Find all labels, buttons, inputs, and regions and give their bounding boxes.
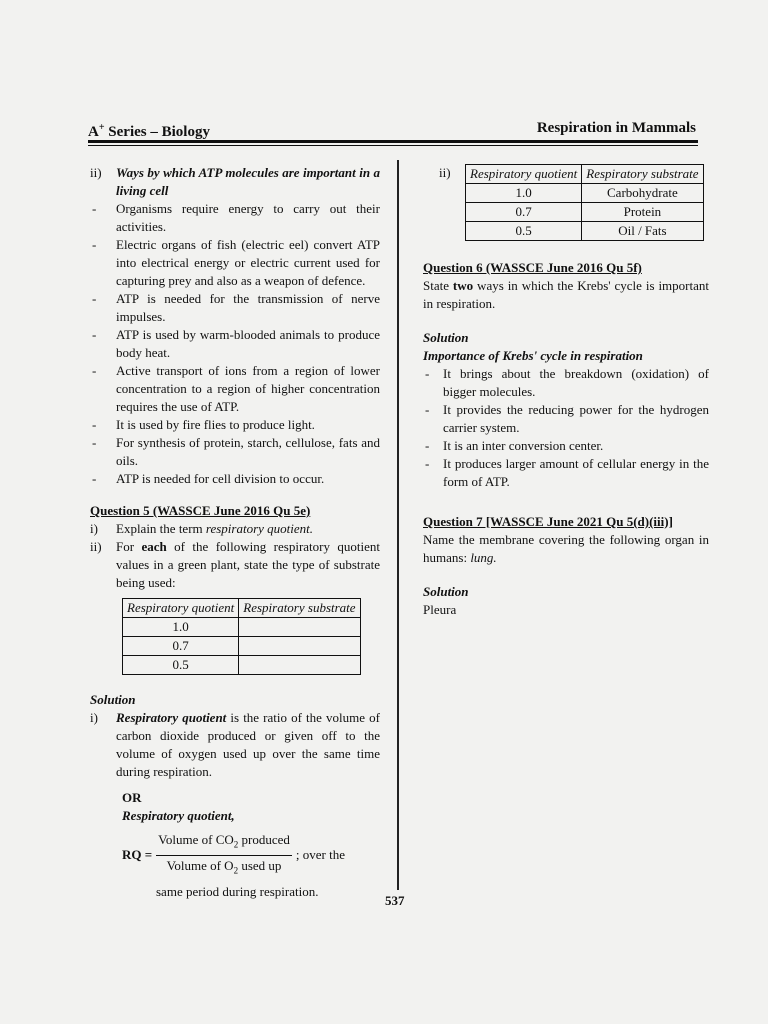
rq-period: same period during respiration. [156,884,319,900]
table-row: 0.5 Oil / Fats [466,222,704,241]
question-part-ii: ii) For each of the following respiratory quotient values in a green plant, state the type of substrate being used: [90,539,381,590]
rq-tail: ; over the [295,847,345,863]
series-name: Series – Biology [104,124,210,140]
dash-bullet: - [425,438,430,453]
list-item: - Active transport of ions from a region of lower concentration to a region of higher concentration requires the use of ATP. [92,363,380,414]
header-rule [88,140,698,143]
solution-label: Solution [423,584,469,599]
table-header: Respiratory substrate [582,165,703,184]
krebs-heading: Importance of Krebs' cycle in respiration [423,348,643,363]
series-letter: A [88,124,99,140]
dash-bullet: - [92,417,97,432]
rq-symbol: RQ = [122,847,153,863]
page-number: 537 [385,893,405,908]
table-row: 0.7 Protein [466,203,704,222]
answer-table [465,164,704,241]
question-table [122,598,361,675]
question-6-title: Question 6 (WASSCE June 2016 Qu 5f) [423,260,642,275]
dash-bullet: - [92,201,97,216]
list-item: - It is used by fire flies to produce light. [92,417,315,432]
dash-bullet: - [92,291,97,306]
dash-bullet: - [92,327,97,342]
question-part-i: i) Explain the term respiratory quotient. [90,521,314,536]
section-heading: Ways by which ATP molecules are important in a living cell [116,165,380,198]
solution-label: Solution [90,692,136,707]
table-row: 1.0 [123,618,361,637]
dash-bullet: - [425,402,430,417]
answer-text: Pleura [423,602,457,617]
list-item: - It is an inter conversion center. [425,438,604,453]
question-7-text: Name the membrane covering the following organ in humans: lung. [423,532,709,565]
list-item: - It brings about the breakdown (oxidation) of bigger molecules. [425,366,709,399]
rq-fraction [156,831,292,879]
series-plus: + [98,122,105,133]
list-item: - ATP is needed for cell division to occur. [92,471,325,486]
table-row: 0.7 [123,637,361,656]
rq-formula [122,831,380,879]
dash-bullet: - [92,237,97,252]
dash-bullet: - [425,456,430,471]
fraction-numerator: Volume of $CO_2$ produced [156,831,292,856]
table-row: 1.0 Carbohydrate [466,184,704,203]
item-label: ii) [90,165,102,180]
table-header: Respiratory quotient [123,599,239,618]
dash-bullet: - [92,363,97,378]
question-7-title: Question 7 [WASSCE June 2021 Qu 5(d)(iii)] [423,514,673,529]
solution-part-i: i) Respiratory quotient is the ratio of the volume of carbon dioxide produced or given off to the volume of oxygen used up over the same time during respiration. [90,710,380,779]
atp-importance-heading [90,164,380,200]
list-item: - It produces larger amount of cellular energy in the form of ATP. [425,456,709,489]
table-header: Respiratory substrate [239,599,360,618]
list-item: - For synthesis of protein, starch, cellulose, fats and oils. [92,435,380,468]
chapter-title: Respiration in Mammals [536,120,696,136]
list-item: - Organisms require energy to carry out their activities. [92,201,380,234]
table-row: 0.5 [123,656,361,675]
table-header: Respiratory quotient [466,165,582,184]
list-item: - ATP is needed for the transmission of nerve impulses. [92,291,380,324]
item-label: ii) [439,165,451,180]
list-item: - Electric organs of fish (electric eel) convert ATP into electrical energy or electric current used for capturing prey and also as a weapon of defence. [92,237,380,288]
dash-bullet: - [92,471,97,486]
fraction-denominator: Volume of $O_2$ used up [166,857,282,876]
solution-label: Solution [423,330,469,345]
column-divider [397,160,399,890]
dash-bullet: - [425,366,430,381]
header-rule-thin [88,145,698,146]
or-label: OR [122,790,142,805]
series-title [88,122,210,141]
list-item: - ATP is used by warm-blooded animals to produce body heat. [92,327,380,360]
question-5-title: Question 5 (WASSCE June 2016 Qu 5e) [90,503,311,518]
dash-bullet: - [92,435,97,450]
list-item: - It provides the reducing power for the hydrogen carrier system. [425,402,709,435]
left-column [90,164,380,901]
answer-table-block [423,164,709,241]
right-column [423,164,709,619]
rq-heading: Respiratory quotient, [122,808,235,823]
question-6-text: State two ways in which the Krebs' cycle is important in respiration. [423,278,709,311]
